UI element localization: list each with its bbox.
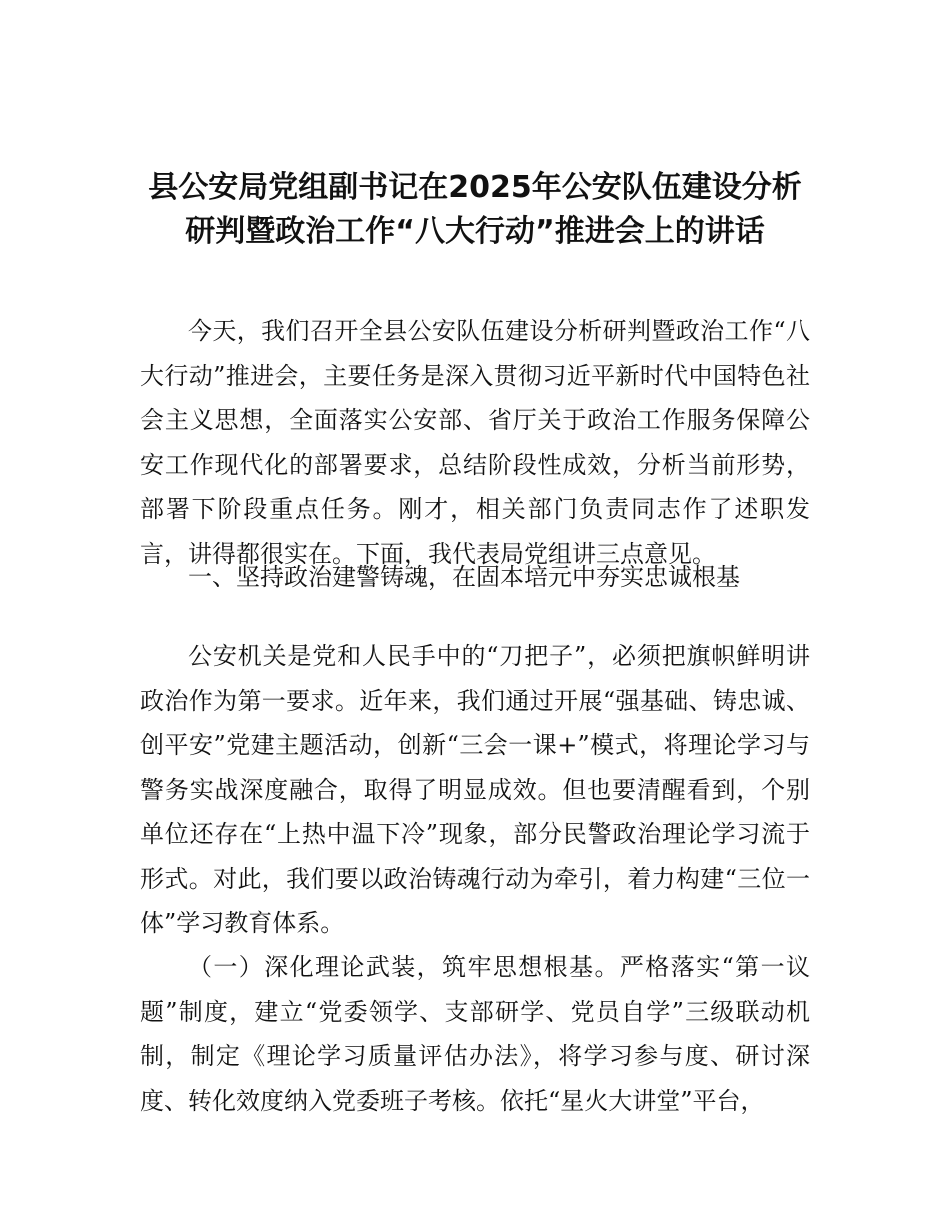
section-heading-one: 一、坚持政治建警铸魂，在固本培元中夯实忠诚根基 — [188, 563, 740, 591]
paragraph-opening: 今天，我们召开全县公安队伍建设分析研判暨政治工作“八大行动”推进会，主要任务是深入贯彻习近平新时代中国特色社会主义思想，全面落实公安部、省厅关于政治工作服务保障公安工作现代化的部署要求，总结阶段性成效，分析当前形势，部署下阶段重点任务。刚才，相关部门负责同志作了述职发言，讲得都很实在。下面，我代表局党组讲三点意见。 — [140, 317, 810, 568]
paragraph-subsection-one: （一）深化理论武装，筑牢思想根基。严格落实“第一议题”制度，建立“党委领学、支部研学、党员自学”三级联动机制，制定《理论学习质量评估办法》，将学习参与度、研讨深度、转化效度纳入党委班子考核。依托“星火大讲堂”平台， — [140, 953, 810, 1115]
document-title: 县公安局党组副书记在2025年公安队伍建设分析研判暨政治工作“八大行动”推进会上的讲话 — [148, 170, 802, 249]
paragraph-section-one-intro: 公安机关是党和人民手中的“刀把子”，必须把旗帜鲜明讲政治作为第一要求。近年来，我们通过开展“强基础、铸忠诚、创平安”党建主题活动，创新“三会一课+”模式，将理论学习与警务实战深度融合，取得了明显成效。但也要清醒看到，个别单位还存在“上热中温下冷”现象，部分民警政治理论学习流于形式。对此，我们要以政治铸魂行动为牵引，着力构建“三位一体”学习教育体系。 — [140, 642, 810, 937]
